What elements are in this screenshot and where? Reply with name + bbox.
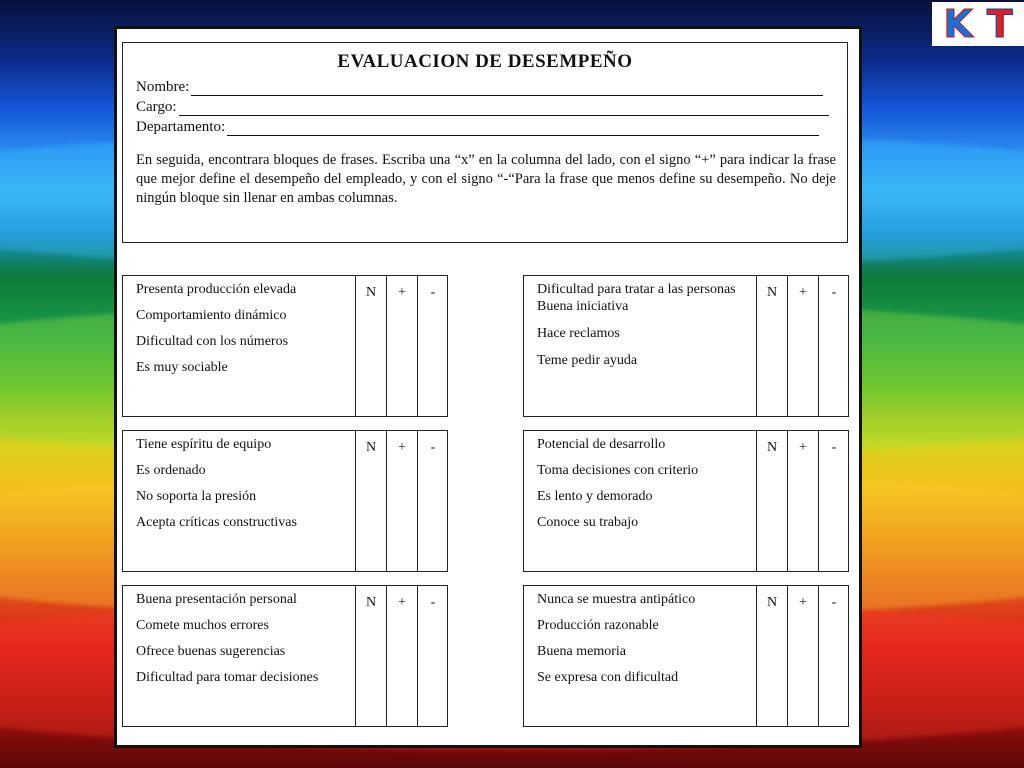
form-header bbox=[122, 42, 848, 243]
phrase-block-4 bbox=[523, 430, 849, 572]
column-n[interactable]: N bbox=[756, 276, 787, 416]
phrase-item: Dificultad para tomar decisiones bbox=[136, 670, 319, 685]
phrase-block-1 bbox=[122, 275, 448, 417]
column-minus[interactable]: - bbox=[417, 276, 448, 416]
phrase-item: Comete muchos errores bbox=[136, 618, 269, 633]
column-minus[interactable]: - bbox=[417, 431, 448, 571]
phrase-item: Buena presentación personal bbox=[136, 592, 297, 607]
phrase-item: Hace reclamos bbox=[537, 326, 620, 341]
column-n[interactable]: N bbox=[355, 586, 386, 726]
column-plus[interactable]: + bbox=[787, 431, 818, 571]
phrase-item: Toma decisiones con criterio bbox=[537, 463, 699, 478]
nombre-label: Nombre: bbox=[136, 79, 190, 95]
column-plus[interactable]: + bbox=[787, 586, 818, 726]
phrase-item: Dificultad con los números bbox=[136, 334, 289, 349]
phrase-item: Comportamiento dinámico bbox=[136, 308, 287, 323]
kt-logo bbox=[932, 2, 1024, 46]
phrase-block-5 bbox=[122, 585, 448, 727]
phrase-block-2 bbox=[523, 275, 849, 417]
form-title: EVALUACION DE DESEMPEÑO bbox=[337, 51, 633, 72]
phrase-item: Presenta producción elevada bbox=[136, 282, 297, 297]
departamento-field[interactable] bbox=[136, 119, 819, 136]
column-plus[interactable]: + bbox=[787, 276, 818, 416]
column-plus[interactable]: + bbox=[386, 431, 417, 571]
phrase-block-6 bbox=[523, 585, 849, 727]
instructions-text: En seguida, encontrara bloques de frases. Escriba una “x” en la columna del lado, con el signo “+” para indicar la frase que mejor define el desempeño del empleado, y con el signo “-“Para la frase que menos define su desempeño. No deje ningún bloque sin llenar en ambas columnas. bbox=[136, 152, 836, 206]
cargo-line bbox=[179, 101, 829, 116]
phrase-item: Potencial de desarrollo bbox=[537, 437, 666, 452]
phrase-item: Se expresa con dificultad bbox=[537, 670, 679, 685]
phrase-item: Es lento y demorado bbox=[537, 489, 653, 504]
phrase-item: Producción razonable bbox=[537, 618, 659, 633]
phrase-item: Buena memoria bbox=[537, 644, 627, 659]
logo-letter-k: K bbox=[943, 2, 973, 46]
column-plus[interactable]: + bbox=[386, 276, 417, 416]
cargo-field[interactable] bbox=[136, 99, 829, 116]
phrase-item: Teme pedir ayuda bbox=[537, 353, 638, 368]
phrase-item: Ofrece buenas sugerencias bbox=[136, 644, 286, 659]
phrase-list bbox=[537, 592, 749, 696]
departamento-label: Departamento: bbox=[136, 119, 226, 135]
phrase-list bbox=[537, 437, 749, 541]
column-minus[interactable]: - bbox=[818, 276, 849, 416]
column-minus[interactable]: - bbox=[818, 431, 849, 571]
column-n[interactable]: N bbox=[756, 431, 787, 571]
phrase-list bbox=[136, 437, 348, 541]
phrase-list bbox=[136, 592, 348, 696]
phrase-item: Acepta críticas constructivas bbox=[136, 515, 297, 530]
cargo-label: Cargo: bbox=[136, 99, 177, 115]
column-minus[interactable]: - bbox=[818, 586, 849, 726]
column-plus[interactable]: + bbox=[386, 586, 417, 726]
phrase-block-3 bbox=[122, 430, 448, 572]
phrase-item: Nunca se muestra antipático bbox=[537, 592, 696, 607]
phrase-list bbox=[136, 282, 348, 386]
logo-letter-t: T bbox=[986, 2, 1013, 46]
phrase-list bbox=[537, 282, 749, 379]
phrase-item: Es ordenado bbox=[136, 463, 206, 478]
nombre-line bbox=[191, 81, 823, 96]
nombre-field[interactable] bbox=[136, 79, 823, 96]
phrase-item: Tiene espíritu de equipo bbox=[136, 437, 272, 452]
phrase-item: Conoce su trabajo bbox=[537, 515, 639, 530]
column-n[interactable]: N bbox=[756, 586, 787, 726]
phrase-item: Es muy sociable bbox=[136, 360, 228, 375]
column-n[interactable]: N bbox=[355, 431, 386, 571]
phrase-item: Buena iniciativa bbox=[537, 299, 629, 314]
column-n[interactable]: N bbox=[355, 276, 386, 416]
evaluation-form bbox=[114, 26, 862, 748]
phrase-item: No soporta la presión bbox=[136, 489, 257, 504]
departamento-line bbox=[227, 121, 819, 136]
column-minus[interactable]: - bbox=[417, 586, 448, 726]
phrase-item: Dificultad para tratar a las personas bbox=[537, 282, 736, 297]
